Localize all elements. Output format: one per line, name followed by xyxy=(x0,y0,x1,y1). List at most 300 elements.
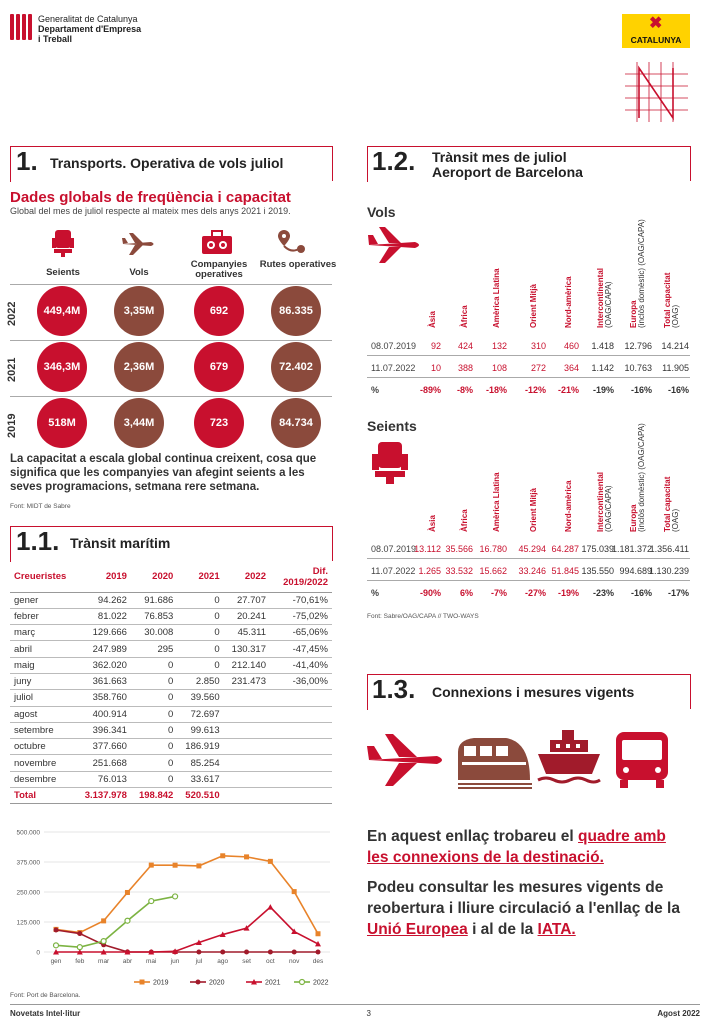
table-cell: 520.510 xyxy=(177,788,223,804)
table-cell: octubre xyxy=(10,739,76,755)
data-point xyxy=(268,859,273,864)
connections-link[interactable]: quadre amb les connexions de la destinació. xyxy=(367,828,666,866)
y-tick-label: 250.000 xyxy=(16,889,40,897)
table-cell: 45.294 xyxy=(518,543,546,554)
table-cell: 0 xyxy=(177,641,223,657)
table-cell: gener xyxy=(10,592,76,608)
data-point xyxy=(173,863,178,868)
column-header-label: Total capacitat xyxy=(663,476,672,532)
x-tick-label: jun xyxy=(170,958,180,965)
globals-subtitle: Dades globals de freqüència i capacitat xyxy=(10,189,291,206)
table-row xyxy=(10,706,332,722)
year-label: 2022 xyxy=(6,301,18,326)
generalitat-logo xyxy=(10,14,141,44)
x-tick-label: gen xyxy=(50,958,62,965)
column-header xyxy=(461,509,469,532)
table-cell: juliol xyxy=(10,690,76,706)
stat-circle: 86.335 xyxy=(271,286,321,336)
table-cell: -36,00% xyxy=(270,673,332,689)
row-label: % xyxy=(371,588,380,598)
column-header xyxy=(597,268,613,328)
table-cell: 99.613 xyxy=(177,722,223,738)
table-cell: -21% xyxy=(557,385,579,395)
data-point xyxy=(196,950,201,955)
table-cell: 33.617 xyxy=(177,771,223,787)
p2-mid: i al de la xyxy=(467,921,538,938)
column-header-label: Àsia xyxy=(428,311,437,328)
column-header xyxy=(630,219,646,328)
table-cell: 310 xyxy=(530,340,546,351)
table-cell: 1.142 xyxy=(591,362,614,373)
x-tick-label: nov xyxy=(288,958,300,965)
year-label: 2021 xyxy=(6,357,18,382)
series-line-2020 xyxy=(56,930,318,952)
table-cell: -90% xyxy=(419,588,441,598)
table-cell: 16.780 xyxy=(479,543,507,554)
column-header xyxy=(530,284,538,328)
table-cell: 295 xyxy=(131,641,177,657)
column-header xyxy=(664,477,680,532)
table-cell: 135.550 xyxy=(581,565,614,576)
column-header xyxy=(461,305,469,328)
data-point xyxy=(54,943,59,948)
plane-icon xyxy=(367,732,447,788)
table-cell: 27.707 xyxy=(224,592,270,608)
table-cell: 251.668 xyxy=(76,755,131,771)
table-cell xyxy=(270,755,332,771)
table-cell xyxy=(270,739,332,755)
table-cell xyxy=(270,706,332,722)
column-header-label: Àsia xyxy=(428,515,437,532)
table-cell: 13.112 xyxy=(414,543,441,554)
table-cell: -16% xyxy=(630,385,652,395)
table-header: 2019 xyxy=(76,562,131,592)
column-header-label: Amèrica Llatina xyxy=(492,268,501,328)
table-header: 2021 xyxy=(177,562,223,592)
data-point xyxy=(54,927,59,932)
y-tick-label: 375.000 xyxy=(16,859,40,867)
table-cell: -89% xyxy=(419,385,441,395)
table-cell: 1.130.239 xyxy=(648,565,689,576)
row-label: 11.07.2022 xyxy=(371,362,416,373)
row-label: 08.07.2019 xyxy=(371,340,417,351)
column-header-label: Intercontinental xyxy=(596,471,605,532)
table-row xyxy=(10,592,332,608)
column-header xyxy=(565,276,573,328)
table-total-row xyxy=(10,788,332,804)
column-header-sub: (inclòs domèstic) (OAG/CAPA) xyxy=(637,423,646,532)
table-row xyxy=(10,690,332,706)
ship-icon xyxy=(536,728,602,792)
column-header xyxy=(530,488,538,532)
footer-right: Agost 2022 xyxy=(657,1009,700,1018)
legend-label: 2020 xyxy=(209,979,225,987)
legend-label: 2019 xyxy=(153,979,169,987)
footer-left: Novetats Intel·litur xyxy=(10,1009,81,1018)
table-header: 2022 xyxy=(224,562,270,592)
plane-icon xyxy=(121,232,157,256)
table-cell: 0 xyxy=(131,690,177,706)
table-cell: desembre xyxy=(10,771,76,787)
y-tick-label: 500.000 xyxy=(16,829,40,837)
table-cell: 15.662 xyxy=(479,565,507,576)
table-row xyxy=(10,739,332,755)
legend-marker xyxy=(140,980,145,985)
stat-circle: 3,44M xyxy=(114,398,164,448)
section11-number: 1.1. xyxy=(16,526,60,556)
column-header-label: Nord-amèrica xyxy=(564,480,573,532)
section12-number: 1.2. xyxy=(372,146,416,176)
table-cell xyxy=(224,722,270,738)
table-row xyxy=(10,673,332,689)
section13-number: 1.3. xyxy=(372,674,416,704)
traffic-source: Font: Sabre/OAG/CAPA // TWO-WAYS xyxy=(367,613,479,620)
column-header xyxy=(630,423,646,532)
table-cell: 64.287 xyxy=(551,543,579,554)
table-cell xyxy=(224,690,270,706)
table-cell: 6% xyxy=(459,588,473,598)
table-cell: -18% xyxy=(485,385,507,395)
table-cell: 198.842 xyxy=(131,788,177,804)
table-cell: 0 xyxy=(131,722,177,738)
row-label: % xyxy=(371,385,380,395)
page-number: 3 xyxy=(366,1009,371,1018)
table-cell: 0 xyxy=(177,657,223,673)
section1-title: Transports. Operativa de vols juliol xyxy=(50,155,284,171)
table-row xyxy=(10,755,332,771)
table-cell: 396.341 xyxy=(76,722,131,738)
column-header-label: Europa xyxy=(629,300,638,328)
column-header xyxy=(565,480,573,532)
train-icon xyxy=(454,732,534,790)
table-cell: 11.905 xyxy=(662,362,689,373)
data-point xyxy=(220,853,225,858)
table-cell: febrer xyxy=(10,608,76,624)
data-point xyxy=(268,950,273,955)
connections-text xyxy=(367,826,682,949)
table-cell: març xyxy=(10,625,76,641)
x-tick-label: ago xyxy=(217,958,229,965)
data-point xyxy=(292,950,297,955)
stat-circle: 84.734 xyxy=(271,398,321,448)
table-cell: 247.989 xyxy=(76,641,131,657)
data-point xyxy=(101,939,106,944)
legend-marker xyxy=(300,980,305,985)
x-tick-label: abr xyxy=(122,958,133,965)
table-cell: 0 xyxy=(177,592,223,608)
x-tick-label: jul xyxy=(195,958,203,965)
briefcase-gear-icon xyxy=(200,228,234,256)
row-label: 08.07.2019 xyxy=(371,543,417,554)
table-cell: Total xyxy=(10,788,76,804)
org-line1: Generalitat de Catalunya xyxy=(38,14,138,24)
iata-link[interactable]: IATA. xyxy=(537,921,576,938)
legend-marker xyxy=(196,980,201,985)
org-line3: i Treball xyxy=(38,34,73,44)
table-cell: 85.254 xyxy=(177,755,223,771)
table-cell: 91.686 xyxy=(131,592,177,608)
table-header: Dif. 2019/2022 xyxy=(270,562,332,592)
eu-link[interactable]: Unió Europea xyxy=(367,921,468,938)
data-point xyxy=(316,950,321,955)
section12-title-2: Aeroport de Barcelona xyxy=(432,164,583,180)
table-cell: 424 xyxy=(457,340,473,351)
table-cell: 364 xyxy=(563,362,579,373)
table-row xyxy=(10,641,332,657)
x-tick-label: oct xyxy=(266,958,275,965)
table-cell: 1.181.372 xyxy=(611,543,652,554)
table-cell: 1.265 xyxy=(418,565,441,576)
org-line2: Departament d'Empresa xyxy=(38,24,142,34)
table-cell: 2.850 xyxy=(177,673,223,689)
column-header xyxy=(664,273,680,328)
table-row xyxy=(10,608,332,624)
column-header-label: Total capacitat xyxy=(663,272,672,328)
plane-icon xyxy=(367,226,423,264)
table-cell: agost xyxy=(10,706,76,722)
table-cell xyxy=(270,788,332,804)
globals-desc: Global del mes de juliol respecte al mateix mes dels anys 2021 i 2019. xyxy=(10,206,291,216)
table-cell: 10.763 xyxy=(624,362,652,373)
table-cell: 35.566 xyxy=(445,543,473,554)
x-tick-label: mai xyxy=(146,958,157,965)
x-tick-label: set xyxy=(242,958,251,965)
column-header-sub: (OAG) xyxy=(671,304,680,328)
stat-circle: 723 xyxy=(194,398,244,448)
column-header-label: Nord-amèrica xyxy=(564,276,573,328)
table-cell: 358.760 xyxy=(76,690,131,706)
table-cell: 388 xyxy=(457,362,473,373)
row-label: 11.07.2022 xyxy=(371,565,416,576)
table-cell: 3.137.978 xyxy=(76,788,131,804)
table-cell: 1.418 xyxy=(591,340,614,351)
table-cell: 0 xyxy=(131,673,177,689)
column-header-sub: (inclòs domèstic) (OAG/CAPA) xyxy=(637,219,646,328)
table-cell: 272 xyxy=(530,362,546,373)
table-cell xyxy=(224,771,270,787)
table-cell xyxy=(224,706,270,722)
data-point xyxy=(173,894,178,899)
table-cell: 1.356.411 xyxy=(649,543,689,554)
data-point xyxy=(101,918,106,923)
column-header-label: Europa xyxy=(629,504,638,532)
table-cell: -19% xyxy=(592,385,614,395)
column-header xyxy=(493,268,501,328)
stat-circle: 2,36M xyxy=(114,342,164,392)
stat-circle: 72.402 xyxy=(271,342,321,392)
table-cell: 231.473 xyxy=(224,673,270,689)
data-point xyxy=(220,950,225,955)
column-header-sub: (OAG) xyxy=(671,508,680,532)
data-point xyxy=(77,945,82,950)
data-point xyxy=(244,950,249,955)
table-cell xyxy=(224,739,270,755)
table-cell: -27% xyxy=(524,588,546,598)
table-cell: -41,40% xyxy=(270,657,332,673)
column-header xyxy=(597,472,613,532)
table-cell: -17% xyxy=(667,588,689,598)
p1-text: En aquest enllaç trobareu el xyxy=(367,828,579,845)
data-point xyxy=(316,931,321,936)
table-row xyxy=(10,771,332,787)
table-cell: 0 xyxy=(131,771,177,787)
table-cell: maig xyxy=(10,657,76,673)
table-cell: 92 xyxy=(430,340,441,351)
table-cell: -12% xyxy=(524,385,546,395)
column-header xyxy=(429,515,437,532)
data-point xyxy=(292,889,297,894)
col-head-companyies: Companyies operatives xyxy=(190,259,248,280)
col-head-seients: Seients xyxy=(46,267,80,278)
grid-n-logo xyxy=(625,62,688,122)
table-cell: novembre xyxy=(10,755,76,771)
legend-label: 2022 xyxy=(313,979,329,987)
catalunya-logo xyxy=(622,14,690,48)
seat-icon xyxy=(370,440,410,486)
column-header-label: Amèrica Llatina xyxy=(492,472,501,532)
table-cell: 94.262 xyxy=(76,592,131,608)
stat-circle: 518M xyxy=(37,398,87,448)
table-cell: 132 xyxy=(491,340,507,351)
data-point xyxy=(125,890,130,895)
table-cell: -75,02% xyxy=(270,608,332,624)
data-point xyxy=(77,931,82,936)
table-cell: 45.311 xyxy=(224,625,270,641)
stat-circle: 679 xyxy=(194,342,244,392)
legend-label: 2021 xyxy=(265,979,281,987)
table-row xyxy=(367,336,690,356)
table-cell: 76.853 xyxy=(131,608,177,624)
maritime-table xyxy=(10,562,332,804)
data-point xyxy=(267,904,273,910)
x-tick-label: des xyxy=(312,958,324,965)
x-tick-label: feb xyxy=(75,958,85,965)
section13-title: Connexions i mesures vigents xyxy=(432,684,635,700)
stat-circle: 692 xyxy=(194,286,244,336)
table-cell: -16% xyxy=(630,588,652,598)
table-cell: 377.660 xyxy=(76,739,131,755)
table-cell: -23% xyxy=(592,588,614,598)
column-header xyxy=(493,472,501,532)
column-header-sub: (OAG/CAPA) xyxy=(604,485,613,532)
table-row xyxy=(367,583,690,603)
table-cell xyxy=(224,755,270,771)
data-point xyxy=(125,918,130,923)
globals-note: La capacitat a escala global continua creixent, cosa que significa que les companyies van afegint seients a les seves programacions, setmana rere setmana. xyxy=(10,453,317,493)
table-row xyxy=(10,625,332,641)
brand-text: CATALUNYA xyxy=(630,35,682,45)
table-cell: 30.008 xyxy=(131,625,177,641)
table-header: 2020 xyxy=(131,562,177,592)
table-cell xyxy=(270,722,332,738)
table-cell xyxy=(224,788,270,804)
section1-number: 1. xyxy=(16,146,38,176)
star-icon: ✖ xyxy=(649,15,663,32)
page-footer xyxy=(10,1004,700,1018)
table-row xyxy=(10,657,332,673)
table-cell: 33.246 xyxy=(518,565,546,576)
p2-text: Podeu consultar les mesures vigents de reobertura i lliure circulació a l'enllaç de la xyxy=(367,879,680,917)
chart-source: Font: Port de Barcelona. xyxy=(10,992,81,999)
table-cell: -65,06% xyxy=(270,625,332,641)
table-cell: 175.039 xyxy=(581,543,614,554)
data-point xyxy=(149,863,154,868)
table-cell: 12.796 xyxy=(624,340,652,351)
table-cell: -7% xyxy=(490,588,507,598)
y-tick-label: 0 xyxy=(36,949,40,957)
route-pin-icon xyxy=(276,228,308,256)
table-cell: 129.666 xyxy=(76,625,131,641)
series-line-2021 xyxy=(56,907,318,952)
table-cell: 108 xyxy=(491,362,507,373)
seients-heading: Seients xyxy=(367,418,417,434)
table-cell: -8% xyxy=(456,385,473,395)
vols-heading: Vols xyxy=(367,204,396,220)
table-cell: -47,45% xyxy=(270,641,332,657)
section11-title: Trànsit marítim xyxy=(70,535,171,551)
y-tick-label: 125.000 xyxy=(16,919,40,927)
table-cell: 10 xyxy=(430,362,441,373)
table-cell: 994.689 xyxy=(619,565,652,576)
column-header-label: Àfrica xyxy=(460,305,469,328)
table-cell: 33.532 xyxy=(445,565,473,576)
column-header-label: Orient Mitjà xyxy=(529,487,538,532)
table-cell: -70,61% xyxy=(270,592,332,608)
table-cell: 0 xyxy=(177,625,223,641)
data-point xyxy=(244,854,249,859)
seat-icon xyxy=(50,228,76,258)
table-cell: 361.663 xyxy=(76,673,131,689)
col-head-vols: Vols xyxy=(129,267,149,278)
table-cell: 0 xyxy=(177,608,223,624)
table-cell: setembre xyxy=(10,722,76,738)
table-cell xyxy=(270,690,332,706)
table-cell: abril xyxy=(10,641,76,657)
globals-source: Font: MIDT de Sabre xyxy=(10,503,71,510)
col-head-rutes: Rutes operatives xyxy=(259,259,337,270)
table-cell: 76.013 xyxy=(76,771,131,787)
table-cell: 186.919 xyxy=(177,739,223,755)
table-cell: 130.317 xyxy=(224,641,270,657)
section12-title-1: Trànsit mes de juliol xyxy=(432,149,567,165)
table-row xyxy=(10,722,332,738)
table-row xyxy=(367,561,690,581)
column-header-label: Orient Mitjà xyxy=(529,283,538,328)
data-point xyxy=(196,863,201,868)
table-cell: 81.022 xyxy=(76,608,131,624)
column-header-label: Àfrica xyxy=(460,509,469,532)
table-row xyxy=(367,358,690,378)
table-cell: 0 xyxy=(131,657,177,673)
table-cell: 0 xyxy=(131,755,177,771)
table-cell: 51.845 xyxy=(551,565,579,576)
table-cell: 14.214 xyxy=(661,340,689,351)
column-header-label: Intercontinental xyxy=(596,267,605,328)
table-cell: 0 xyxy=(131,739,177,755)
stat-circle: 449,4M xyxy=(37,286,87,336)
table-row xyxy=(367,380,690,400)
table-header: Creueristes xyxy=(10,562,76,592)
table-cell: 460 xyxy=(563,340,579,351)
table-cell: -19% xyxy=(557,588,579,598)
table-row xyxy=(367,539,690,559)
table-cell: 20.241 xyxy=(224,608,270,624)
table-cell: -16% xyxy=(667,385,689,395)
data-point xyxy=(149,899,154,904)
column-header xyxy=(429,311,437,328)
table-cell: 212.140 xyxy=(224,657,270,673)
table-cell: juny xyxy=(10,673,76,689)
